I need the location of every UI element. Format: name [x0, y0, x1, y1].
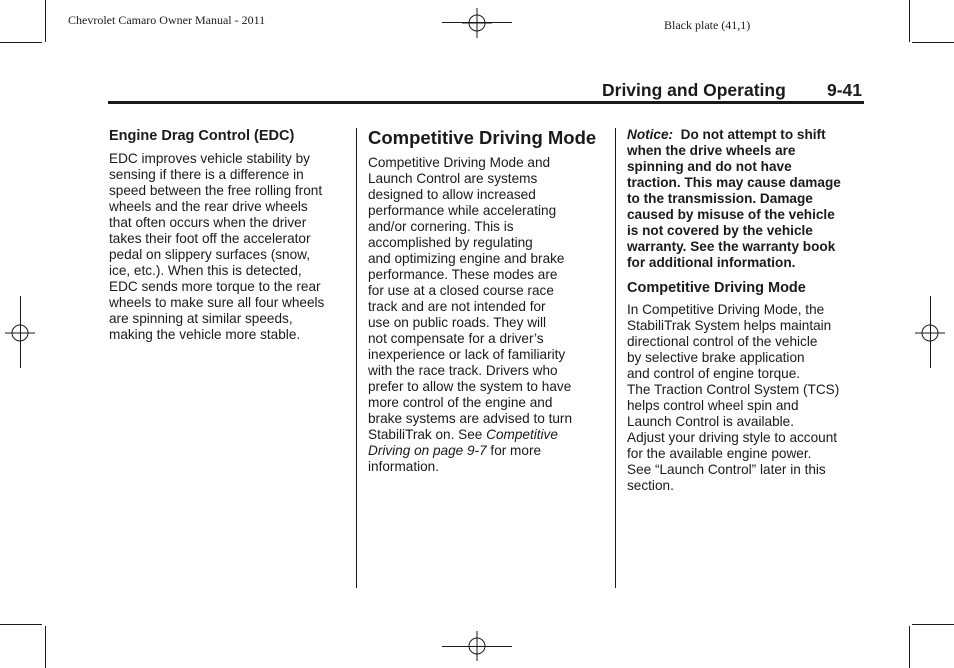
text-line: section. [627, 478, 674, 493]
text-line: when the drive wheels are [627, 143, 796, 158]
competitive-driving-details [627, 302, 867, 494]
text-line: inexperience or lack of familiarity [368, 347, 566, 362]
text-line: Launch Control is available. [627, 414, 795, 429]
text-line: prefer to allow the system to have [368, 379, 572, 394]
text-line: with the race track. Drivers who [368, 363, 558, 378]
text-line: takes their foot off the accelerator [109, 231, 311, 246]
competitive-driving-subheading: Competitive Driving Mode [627, 280, 806, 296]
crop-mark [20, 296, 21, 368]
text-line: The Traction Control System (TCS) [627, 382, 840, 397]
text-line: performance. These modes are [368, 267, 558, 282]
crop-mark [45, 0, 46, 42]
crop-mark [0, 42, 42, 43]
text-line: EDC improves vehicle stability by [109, 151, 310, 166]
text-line: See “Launch Control” later in this [627, 462, 826, 477]
cross-reference-link[interactable]: Competitive [486, 427, 558, 442]
crop-mark [909, 0, 910, 42]
text-line: EDC sends more torque to the rear [109, 279, 321, 294]
column-2 [368, 127, 608, 475]
notice-first: Do not attempt to shift [673, 127, 826, 142]
edc-paragraph [109, 151, 349, 343]
plate-label: Black plate (41,1) [664, 18, 751, 32]
crop-mark [909, 626, 910, 668]
text-line: is not covered by the vehicle [627, 223, 813, 238]
text-line: Launch Control are systems [368, 171, 538, 186]
text-line: for the available engine power. [627, 446, 812, 461]
text-line: brake systems are advised to turn [368, 411, 572, 426]
text-line: by selective brake application [627, 350, 805, 365]
notice-label: Notice: [627, 127, 674, 142]
text-line: for additional information. [627, 255, 796, 270]
competitive-driving-paragraph [368, 155, 608, 475]
page-number: 9-41 [827, 80, 863, 100]
text-line: and optimizing engine and brake [368, 251, 565, 266]
column-3 [627, 127, 867, 494]
crop-mark [912, 42, 954, 43]
text-line: spinning and do not have [627, 159, 792, 174]
column-1 [109, 127, 349, 343]
text-line: StabiliTrak System helps maintain [627, 318, 832, 333]
text-line: wheels to make sure all four wheels [109, 295, 325, 310]
text-line: and control of engine torque. [627, 366, 801, 381]
text-line: more control of the engine and [368, 395, 553, 410]
text-line: directional control of the vehicle [627, 334, 818, 349]
ref-suffix: for more [486, 443, 542, 458]
text-line: helps control wheel spin and [627, 398, 799, 413]
text-line: making the vehicle more stable. [109, 327, 301, 342]
text-line [368, 443, 608, 459]
competitive-driving-heading: Competitive Driving Mode [368, 127, 597, 148]
text-line: use on public roads. They will [368, 315, 547, 330]
section-title: Driving and Operating [602, 80, 786, 100]
text-line: traction. This may cause damage [627, 175, 841, 190]
text-line [368, 427, 608, 443]
text-line: not compensate for a driver’s [368, 331, 544, 346]
column-divider [615, 128, 616, 588]
column-divider [356, 128, 357, 588]
edc-heading: Engine Drag Control (EDC) [109, 128, 295, 144]
registration-mark-icon [462, 8, 492, 38]
text-line: wheels and the rear drive wheels [109, 199, 308, 214]
notice-block [627, 127, 867, 271]
header-rule [108, 101, 864, 104]
crop-mark [442, 646, 512, 647]
text-line: pedal on slippery surfaces (snow, [109, 247, 310, 262]
ref-prefix: StabiliTrak on. See [368, 427, 487, 442]
text-line: performance while accelerating [368, 203, 557, 218]
text-line: warranty. See the warranty book [627, 239, 836, 254]
text-line: Adjust your driving style to account [627, 430, 838, 445]
text-line: ice, etc.). When this is detected, [109, 263, 302, 278]
text-line: for use at a closed course race [368, 283, 554, 298]
text-line: designed to allow increased [368, 187, 536, 202]
crop-mark [930, 296, 931, 368]
text-line: to the transmission. Damage [627, 191, 813, 206]
text-line: that often occurs when the driver [109, 215, 307, 230]
crop-mark [0, 624, 42, 625]
text-line: caused by misuse of the vehicle [627, 207, 835, 222]
cross-reference-link[interactable]: Driving on page 9-7 [368, 443, 487, 458]
text-line: are spinning at similar speeds, [109, 311, 293, 326]
text-line: track and are not intended for [368, 299, 546, 314]
text-line: and/or cornering. This is [368, 219, 514, 234]
text-line [627, 127, 867, 143]
text-line: accomplished by regulating [368, 235, 533, 250]
text-line: speed between the free rolling front [109, 183, 323, 198]
crop-mark [45, 626, 46, 668]
text-line: Competitive Driving Mode and [368, 155, 551, 170]
crop-mark [442, 22, 512, 23]
text-line: In Competitive Driving Mode, the [627, 302, 825, 317]
crop-mark [912, 624, 954, 625]
manual-title: Chevrolet Camaro Owner Manual - 2011 [68, 13, 266, 27]
text-line: information. [368, 459, 440, 474]
text-line: sensing if there is a difference in [109, 167, 304, 182]
